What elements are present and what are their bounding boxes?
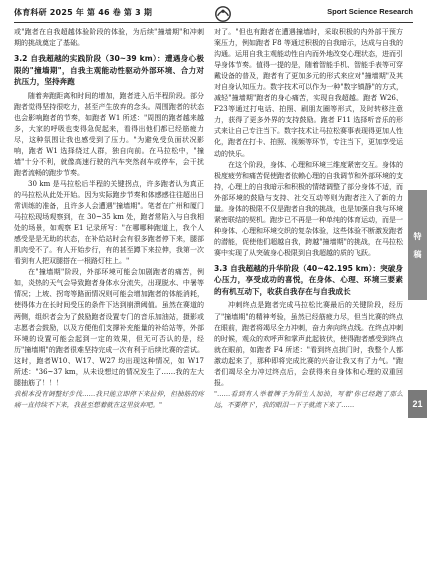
left-column bbox=[14, 27, 204, 411]
paragraph: 冲刺终点是跑者完成马拉松比赛最后的关键阶段，经历了"撞墙期"的精神考验，虽然已经筋疲力尽，但当比赛的终点在眼前，跑者将竭尽全力冲刺，奋力奔向终点线。在终点冲刺的时候，观众的欢呼声和掌声此起彼伏，使得跑者感受到终点就在眼前，如跑者 F4 所述："看到终点拱门时，我整个人都激动起来了，那种即将完成比赛的兴奋让我又有了力气。"跑者们竭尽全力冲过终点后，会获得来自身体和心理的双重回报。 bbox=[214, 301, 403, 387]
paragraph: 30 km 是马拉松后半程的关键拐点，许多跑者认为真正的马拉松从此处开始。因为实际跑步节奏和体感感往往超出日常训练的准备，且许多人会遭遇"撞墙期"。笔者在广州和厦门马拉松现场观察到，在 30~35 km 处，跑者常陷入与自我相处的场景，如观察 E1 记录所写："在哪哪种跑道上，我个人感受是是无助的状态，在补给站时会有很多跑者停下来，腿部肌肉受不了。有人开始步行，有的甚至蹲下来拉伸，我第一次看到有人把双腿搭在一根路灯柱上。" bbox=[14, 179, 204, 266]
journal-title: 体育科研 2025 年 第 46 卷 第 3 期 bbox=[14, 8, 153, 17]
right-column bbox=[214, 27, 403, 411]
header-divider bbox=[14, 22, 413, 23]
section-side-tab bbox=[408, 190, 427, 300]
paragraph: 对了。"但也有跑者在遭遇撞墙时，采取积极的内外部干预方案压力，例如跑者 F8 等通过积极的自我暗示，达成与自我的沟通。运用自我主观能动性自内而外地改变心理状态，进而引导身体节奏。值得一提的是，随着智能手机、智能手表等可穿戴设备的普及，跑者有了更加多元的形式来应对"撞墙期"及其对自身认知压力。数字技术可以作为一种"数字镇静"的方式，减轻"撞墙期"跑者的身心痛苦，实现自我超越。跑者 W26、F23等通过打电话、拍照、刷朋友圈等形式，及时转移注意力，获得了更多外界的支持鼓励。跑者 F11 选择听音乐的形式来让自己专注当下。数字技术让马拉松赛事表现得更加人性化，跑者在打卡、拍照、视频等环节，专注当下，更加享受运动的快乐。 bbox=[214, 28, 403, 158]
journal-logo-icon bbox=[214, 5, 232, 23]
paragraph: 在这个阶段，身体、心理和环境三维度紧密交互。身体的极度疲劳和痛苦促使跑者依赖心理的自我调节和外部环境的支持，心理上的自我暗示和积极的情绪调整了部分身体不适，而外部环境的鼓励与支持、社交互动等则为跑者注入了新的力量。身体的极限不仅是跑者自我的挑战，也是加强自我与环境紧密联结的契机。跑步已不再是一种单纯的体育运动，而是一种身体、心理和环境交织的复杂体验，这些体验不断激发跑者的潜能，促使他们超越自我，跨越"撞墙期"的挑战，在马拉松赛中实现了从突破身心极限到自我超越的质的飞跃。 bbox=[214, 160, 403, 257]
paragraph: 或"跑者在自我超越体验阶段的体验，为后续"撞墙期"和冲刺期的挑战奠定了基础。 bbox=[14, 28, 204, 48]
section-heading-3-2: 3.2 自我超越的实践阶段（30~39 km）：遭遇身心极限的"撞墙期"，自我主观能动性驱动外部环境、合力对抗压力，坚持奔跑 bbox=[14, 54, 204, 87]
paragraph: 在"撞墙期"阶段，外部环境可能会加剧跑者的痛苦，例如，炎热的天气会导致跑者身体水分流失，出现脱水、中暑等情况；上坡、拐弯等路面情况则可能会增加跑者的体能消耗，使得体力在长时间受压的条件下达到崩溃阈值。虽然在赛道的两侧，组织者会为了鼓励跑者设置专门的音乐加油站，摄影或志愿者会鼓励，以及方便他们支撑补充能量的补给站等，外部环境的设置可能会起到一定的效果，但无可否认的是，经历"撞墙期"的跑者很难坚持完成一次有利于后续比赛的尝试。这时，跑者W10、W17、W27 均出现这种情况，如 W17 所述："36~37 km，从未设想过的情况发生了……我的左大腿抽筋了！！！ bbox=[14, 268, 204, 387]
page-number: 21 bbox=[408, 390, 427, 418]
section-heading-3-3: 3.3 自我超越的升华阶段（40~42.195 km）：突破身心压力，享受成功的喜悦，在身体、心理、环境三要素的有机互动下，收获自我存在与自我成长 bbox=[214, 263, 403, 296]
page-header bbox=[14, 7, 413, 21]
quote-paragraph: 我根本没有调整好步伐……我只能立即停下来拉伸，但抽筋的疼痛一直持续不下来，我甚至想着就在这里放弃吧。" bbox=[14, 389, 204, 409]
paragraph: 随着奔跑距离和时间的增加，跑者进入后半程阶段。部分跑者觉得坚持很吃力，甚至产生放弃的念头。周围跑者的状态也会影响跑者的节奏，如跑者 W1 所述："周围的跑者越来越多，大家的呼吸也变得急促起来，看得出他们都已经筋疲力尽，这种氛围让我也感受到了压力。"为避免受负面状况影响，跑者 W1 选择绕过人群，独自向前。在马拉松中，"撞墙"十分不利，就像高速行驶的汽车突然刹车或停车，会干扰跑者流畅的跑步节奏。 bbox=[14, 91, 204, 177]
quote-paragraph: "……看到有人举着牌子为陌生人加油，写着'你已经跑了那么远，不要停下'，我的眼泪一下子就流下来了…… bbox=[214, 389, 403, 409]
side-tab-char: 稿 bbox=[413, 250, 422, 258]
side-tab-char: 特 bbox=[413, 232, 422, 240]
journal-title-en: Sport Science Research bbox=[327, 7, 413, 16]
